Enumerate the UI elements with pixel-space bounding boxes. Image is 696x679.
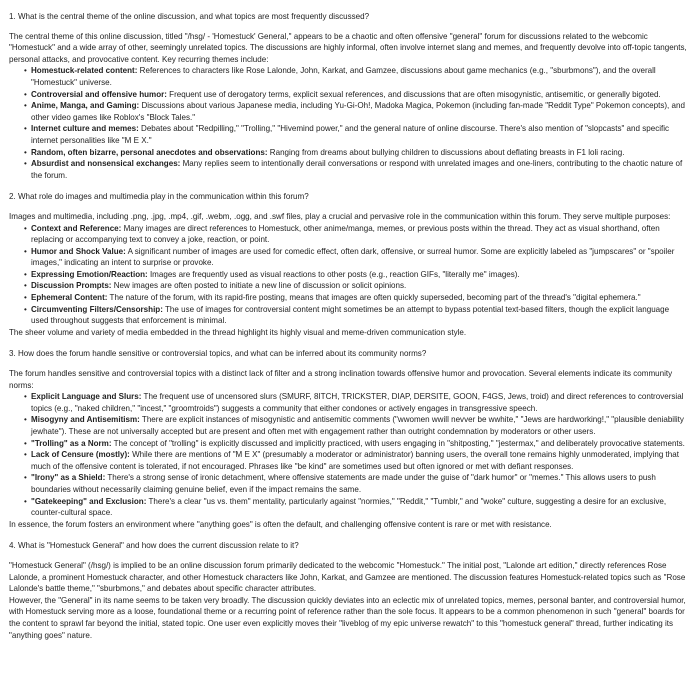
closing-paragraph: However, the "General" in its name seems to be taken very broadly. The discussion quickly deviates into an eclectic mix of unrelated topics, memes, personal banter, and controversial humor, with Homestuck serving more as a loose, foundational theme or a recurring point of reference rather than the sole focus. It appears to be a common phenomenon in such "general" boards for the content to sprawl far beyond the initial, stated topic. One user even explicitly moves their "liveblog of my epic universe rewatch" to this "homestuck general" thread, further indicating its "anything goes" nature.	[9, 595, 686, 640]
item-title: Anime, Manga, and Gaming:	[31, 101, 140, 111]
list-item	[9, 438, 687, 450]
list-item	[9, 292, 687, 304]
item-text: The use of images for controversial content might sometimes be an attempt to bypass potential text-based filters, though the explicit language used throughout suggests that enforcement is minimal.	[31, 304, 670, 326]
item-title: Random, often bizarre, personal anecdotes and observations:	[31, 147, 268, 157]
item-text: While there are mentions of "M E X" (presumably a moderator or administrator) banning users, the overall tone remains highly unmoderated, implying that much of the offensive content is tolerated, if not encouraged. Phrases like "be kind" are sometimes used but often ignored or met with defiant responses.	[31, 450, 679, 471]
list-item	[9, 65, 687, 88]
item-title: Ephemeral Content:	[31, 293, 108, 303]
section	[9, 540, 687, 641]
item-title: Lack of Censure (mostly):	[31, 450, 130, 460]
item-title: Misogyny and Antisemitism:	[31, 415, 140, 425]
section-spacer	[9, 530, 687, 536]
item-title: Humor and Shock Value:	[31, 246, 126, 256]
list-item	[9, 280, 687, 292]
list-item	[9, 414, 687, 437]
item-text: There are explicit instances of misogynistic and antisemitic comments ("wwomen wwill nevver be wwhite," "Jews are hardworking!," "plausible deniability jewhate"). These are not universally accepted but are present and often met with engagement rather than outright condemnation by moderators or other users.	[31, 415, 684, 436]
list-item	[9, 304, 687, 327]
item-text: There's a clear "us vs. them" mentality, particularly against "normies," "Reddit," "Tumblr," and "woke" culture, suggesting a desire for an exclusive, counter-cultural space.	[31, 496, 667, 518]
item-text: Many replies seem to intentionally derail conversations or respond with unrelated images and one-liners, contributing to the chaotic nature of the forum.	[31, 159, 683, 180]
item-text: References to characters like Rose Lalonde, John, Karkat, and Gamzee, discussions about game mechanics (e.g., "sburbmons"), and the overall "Homestuck" universe.	[31, 66, 656, 87]
item-text: There's a strong sense of ironic detachment, where offensive statements are made under the guise of "dark humor" or "memes." This allows users to push boundaries without necessarily claiming genuine belief, even if the impact remains the same.	[31, 473, 656, 494]
list-item	[9, 391, 687, 414]
item-title: Controversial and offensive humor:	[31, 89, 167, 99]
list-item	[9, 223, 687, 246]
list-item	[9, 246, 687, 269]
item-text: The nature of the forum, with its rapid-fire posting, means that images are often quickly superseded, becoming part of the thread's "digital ephemera."	[107, 293, 641, 303]
item-title: Homestuck-related content:	[31, 66, 138, 76]
section	[9, 191, 687, 344]
item-title: Context and Reference:	[31, 223, 122, 233]
bullet-list	[9, 391, 687, 519]
list-item	[9, 158, 687, 181]
question-heading: 4. What is "Homestuck General" and how does the current discussion relate to it?	[9, 541, 299, 551]
item-title: "Gatekeeping" and Exclusion:	[31, 496, 147, 506]
bullet-list	[9, 223, 687, 327]
item-title: Circumventing Filters/Censorship:	[31, 304, 163, 314]
question-heading: 3. How does the forum handle sensitive or controversial topics, and what can be inferred about its community norms?	[9, 349, 427, 359]
section	[9, 348, 687, 536]
closing-paragraph: The sheer volume and variety of media embedded in the thread highlight its highly visual and meme-driven communication style.	[9, 327, 467, 337]
question-heading: 2. What role do images and multimedia play in the communication within this forum?	[9, 192, 309, 202]
intro-paragraph: "Homestuck General" (/hsg/) is implied to be an online discussion forum primarily dedicated to the webcomic "Homestuck." The initial post, "Lalonde art edition," directly references Rose Lalonde, a prominent Homestuck character, and other Homestuck characters like John, Karkat, and Gamzee are mentioned. The discussion features Homestuck-related topics such as "Rose Lalonde's battle theme," "sburbmons," and debates about specific character attributes.	[9, 560, 686, 594]
item-text: Images are frequently used as visual reactions to other posts (e.g., reaction GIFs, "literally me" images).	[147, 269, 520, 279]
bullet-list	[9, 65, 687, 181]
list-item	[9, 89, 687, 101]
item-title: Absurdist and nonsensical exchanges:	[31, 159, 181, 169]
list-item	[9, 449, 687, 472]
section-spacer	[9, 338, 687, 344]
intro-paragraph: The forum handles sensitive and controversial topics with a distinct lack of filter and a strong inclination towards offensive humor and provocation. Several elements indicate its community norms:	[9, 369, 673, 390]
question-heading: 1. What is the central theme of the online discussion, and what topics are most frequently discussed?	[9, 12, 370, 21]
intro-paragraph: The central theme of this online discussion, titled "/hsg/ - 'Homestuck' General," appears to be a chaotic and often offensive "general" forum for discussions related to the webcomic "Homestuck" and a wide array of other, seemingly unrelated topics. The discussions are highly informal, often involve internet slang and memes, and frequently devolve into off-topic tangents, personal attacks, and provocative content. Key recurring themes include:	[9, 31, 687, 64]
item-text: Many images are direct references to Homestuck, other anime/manga, memes, or previous posts within the thread. They act as visual shorthand, often replacing or accompanying text to convey a joke, reaction, or point.	[31, 223, 660, 245]
item-title: Expressing Emotion/Reaction:	[31, 269, 148, 279]
item-text: Discussions about various Japanese media, including Yu-Gi-Oh!, Madoka Magica, Pokemon (including fan-made "Reddit Type" Pokemon concepts), and other video games like Roblox's "Block Tales."	[31, 101, 685, 122]
list-item	[9, 100, 687, 123]
section-spacer	[9, 181, 687, 187]
item-title: Discussion Prompts:	[31, 281, 112, 291]
item-text: The concept of "trolling" is explicitly discussed and implicitly practiced, with users engaging in "shitposting," "jestermax," and deliberately provocative statements.	[111, 438, 685, 448]
item-text: Debates about "Redpilling," "Trolling," "Hivemind power," and the general nature of online discourse. There's also mention of "slopcasts" and specific internet personalities like "M E X."	[31, 124, 670, 145]
item-title: "Irony" as a Shield:	[31, 473, 106, 483]
list-item	[9, 123, 687, 146]
list-item	[9, 147, 687, 159]
item-text: The frequent use of uncensored slurs (SMURF, 8ITCH, TRICKSTER, DIAP, DERSITE, GOON, F4GS, Jews, troid) and direct references to controversial topics (e.g., "naked children," "incest," "groomtroids") suggests a community that either condones or actively engages in transgressive speech.	[31, 392, 684, 413]
item-title: "Trolling" as a Norm:	[31, 438, 112, 448]
list-item	[9, 472, 687, 495]
item-text: Ranging from dreams about bullying children to discussions about deflating breasts in F1 loli racing.	[267, 147, 625, 157]
item-text: New images are often posted to initiate a new line of discussion or solicit opinions.	[111, 281, 407, 291]
item-title: Explicit Language and Slurs:	[31, 392, 142, 402]
item-text: Frequent use of derogatory terms, explicit sexual references, and discussions that are often misogynistic, antisemitic, or generally bigoted.	[166, 89, 661, 99]
list-item	[9, 269, 687, 281]
list-item	[9, 496, 687, 519]
closing-paragraph: In essence, the forum fosters an environment where "anything goes" is often the default, and challenging offensive content is rare or met with resistance.	[9, 519, 552, 529]
item-text: A significant number of images are used for comedic effect, often dark, offensive, or surreal humor. Some are explicitly labeled as "jumpscares" or "spoiler images," indicating an intent to surprise or provoke.	[31, 246, 675, 268]
section	[9, 11, 687, 187]
intro-paragraph: Images and multimedia, including .png, .jpg, .mp4, .gif, .webm, .ogg, and .swf files, play a crucial and pervasive role in the communication within this forum. They serve multiple purposes:	[9, 211, 671, 221]
item-title: Internet culture and memes:	[31, 124, 139, 134]
